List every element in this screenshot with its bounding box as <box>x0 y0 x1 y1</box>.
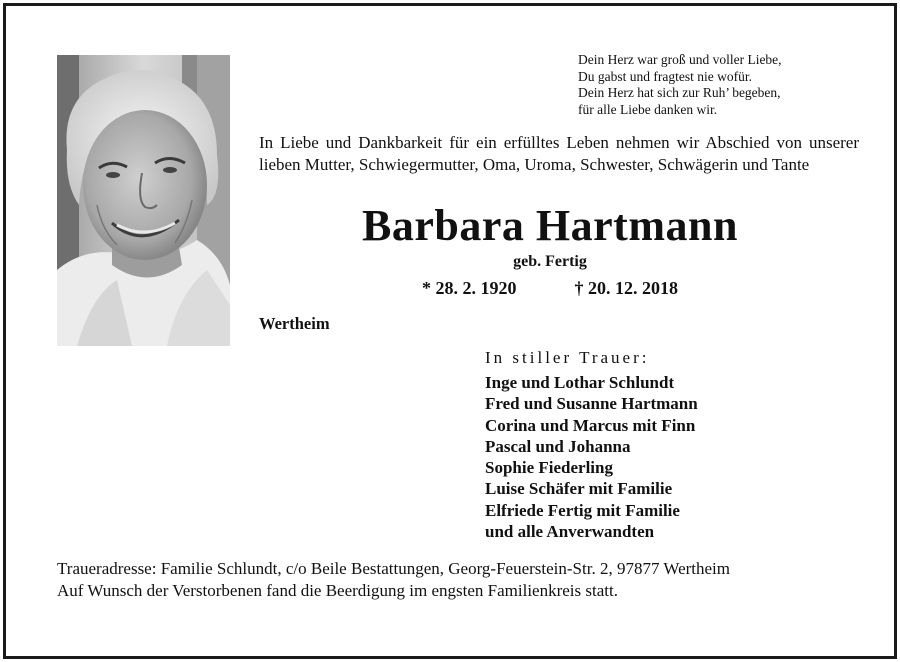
burial-note: Auf Wunsch der Verstorbenen fand die Beerdigung im engsten Familienkreis statt. <box>57 581 618 600</box>
mourner-name: Elfriede Fertig mit Familie <box>485 500 680 520</box>
mourning-heading: In stiller Trauer: <box>485 348 650 367</box>
place-name: Wertheim <box>259 314 330 333</box>
mourning-address: Traueradresse: Familie Schlundt, c/o Beile Bestattungen, Georg-Feuerstein-Str. 2, 97877 Wertheim <box>57 559 731 578</box>
birth-name: geb. Fertig <box>513 253 587 270</box>
mourner-name: Corina und Marcus mit Finn <box>485 415 696 435</box>
intro-text: In Liebe und Dankbarkeit für ein erfülltes Leben nehmen wir Abschied von unserer lieben Mutter, Schwiegermutter, Oma, Uroma, Schwester, Schwägerin und Tante <box>259 133 859 174</box>
mourner-name: Inge und Lothar Schlundt <box>485 373 675 392</box>
mourner-name: und alle Anverwandten <box>485 522 655 542</box>
mourner-name: Fred und Susanne Hartmann <box>485 394 698 414</box>
poem-line: Dein Herz hat sich zur Ruh’ begeben, <box>578 85 781 100</box>
poem-line: Du gabst und fragtest nie wofür. <box>578 68 752 84</box>
mourner-name: Sophie Fiederling <box>485 458 613 478</box>
mourner-name: Luise Schäfer mit Familie <box>485 479 673 499</box>
poem <box>578 52 878 118</box>
mourner-name: Pascal und Johanna <box>485 436 631 456</box>
deceased-name: Barbara Hartmann <box>362 201 738 250</box>
birth-date: * 28. 2. 1920 <box>422 278 517 298</box>
life-dates <box>230 276 870 300</box>
poem-line: für alle Liebe danken wir. <box>578 101 718 117</box>
portrait-photo <box>57 55 230 346</box>
death-date: † 20. 12. 2018 <box>574 278 678 298</box>
poem-line: Dein Herz war groß und voller Liebe, <box>578 52 782 67</box>
mourners-list <box>485 372 698 542</box>
footer <box>57 558 877 602</box>
